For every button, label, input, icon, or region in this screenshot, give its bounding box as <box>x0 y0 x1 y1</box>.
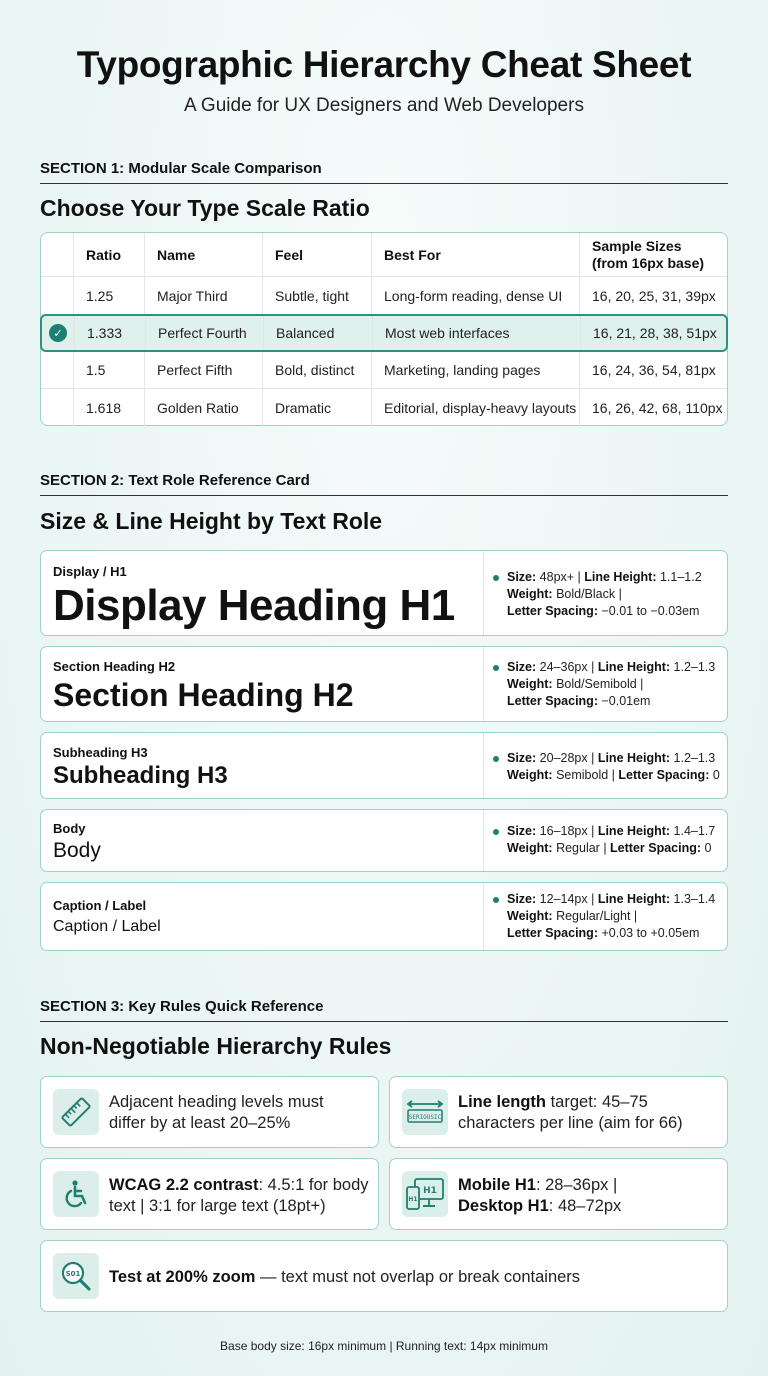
page-subtitle: A Guide for UX Designers and Web Developers <box>184 95 584 116</box>
col-name: Name <box>145 233 263 276</box>
line-length-icon <box>402 1089 448 1135</box>
rule-text: Adjacent heading levels must differ by at least 20–25% <box>109 1093 324 1132</box>
check-circle-icon: ✓ <box>49 324 67 342</box>
role-label: Caption / Label <box>53 898 147 913</box>
mobile-desktop-icon <box>402 1171 448 1217</box>
role-label: Section Heading H2 <box>53 659 176 674</box>
role-label: Body <box>53 821 86 836</box>
rule-text: Mobile H1: 28–36px | Desktop H1: 48–72px <box>458 1176 622 1215</box>
rule-card-line-length <box>389 1076 728 1148</box>
col-ratio: Ratio <box>74 233 145 276</box>
role-sample: Body <box>53 839 101 862</box>
accessibility-icon <box>53 1171 99 1217</box>
section-2-label: SECTION 2: Text Role Reference Card <box>40 472 728 496</box>
rule-card-zoom <box>40 1240 728 1312</box>
table-row: 1.618 Golden Ratio Dramatic Editorial, display-heavy layouts 16, 26, 42, 68, 110px <box>41 389 727 426</box>
bullet-icon <box>493 897 499 903</box>
role-specs: Size: 24–36px | Line Height: 1.2–1.3 Weight: Bold/Semibold | Letter Spacing: −0.01em <box>507 660 716 708</box>
table-header-row <box>41 233 727 277</box>
rule-card-heading-levels <box>40 1076 379 1148</box>
role-label: Display / H1 <box>53 564 127 579</box>
rule-card-contrast <box>40 1158 379 1230</box>
role-card-caption <box>40 882 728 951</box>
section-2-heading: Size & Line Height by Text Role <box>40 508 383 534</box>
bullet-icon <box>493 829 499 835</box>
role-card-body <box>40 809 728 872</box>
section-3-label: SECTION 3: Key Rules Quick Reference <box>40 998 728 1022</box>
rule-text: Line length target: 45–75 characters per line (aim for 66) <box>458 1093 683 1132</box>
role-specs: Size: 48px+ | Line Height: 1.1–1.2 Weight: Bold/Black | Letter Spacing: −0.01 to −0.03em <box>507 570 702 618</box>
role-label: Subheading H3 <box>53 745 148 760</box>
role-card-h1 <box>40 550 728 636</box>
section-1-heading: Choose Your Type Scale Ratio <box>40 195 370 221</box>
rule-text: WCAG 2.2 contrast: 4.5:1 for body text | 3:1 for large text (18pt+) <box>109 1176 369 1215</box>
role-sample: Section Heading H2 <box>53 677 354 713</box>
col-best-for: Best For <box>372 233 580 276</box>
role-sample: Display Heading H1 <box>53 581 455 630</box>
table-row: 1.5 Perfect Fifth Bold, distinct Marketing, landing pages 16, 24, 36, 54, 81px <box>41 352 727 389</box>
svg-text:H1: H1 <box>408 1196 418 1203</box>
bullet-icon <box>493 665 499 671</box>
svg-text:S01: S01 <box>65 1270 81 1278</box>
svg-text:SERIOUSIC: SERIOUSIC <box>408 1114 442 1121</box>
page-title: Typographic Hierarchy Cheat Sheet <box>76 44 692 85</box>
ruler-icon <box>53 1089 99 1135</box>
role-sample: Subheading H3 <box>53 762 228 789</box>
bullet-icon <box>493 756 499 762</box>
col-feel: Feel <box>263 233 372 276</box>
zoom-icon <box>53 1253 99 1299</box>
section-1-label: SECTION 1: Modular Scale Comparison <box>40 160 728 184</box>
rule-card-h1-sizes <box>389 1158 728 1230</box>
role-card-h2 <box>40 646 728 722</box>
rule-text: Test at 200% zoom — text must not overlap or break containers <box>109 1268 581 1286</box>
footer-note: Base body size: 16px minimum | Running text: 14px minimum <box>220 1339 548 1353</box>
role-specs: Size: 12–14px | Line Height: 1.3–1.4 Weight: Regular/Light | Letter Spacing: +0.03 to +0.05em <box>507 892 716 940</box>
table-row: 1.25 Major Third Subtle, tight Long-form reading, dense UI 16, 20, 25, 31, 39px <box>41 277 727 315</box>
section-3-heading: Non-Negotiable Hierarchy Rules <box>40 1033 392 1059</box>
role-specs: Size: 16–18px | Line Height: 1.4–1.7 Weight: Regular | Letter Spacing: 0 <box>507 824 716 855</box>
svg-text:H1: H1 <box>423 1186 437 1196</box>
role-card-h3 <box>40 732 728 799</box>
col-sample-sizes: Sample Sizes (from 16px base) <box>592 237 705 271</box>
bullet-icon <box>493 575 499 581</box>
table-row-highlighted: ✓ 1.333 Perfect Fourth Balanced Most web interfaces 16, 21, 28, 38, 51px <box>40 314 728 352</box>
role-specs: Size: 20–28px | Line Height: 1.2–1.3 Weight: Semibold | Letter Spacing: 0 <box>507 751 720 782</box>
role-sample: Caption / Label <box>53 918 161 935</box>
scale-ratio-table <box>40 232 728 426</box>
